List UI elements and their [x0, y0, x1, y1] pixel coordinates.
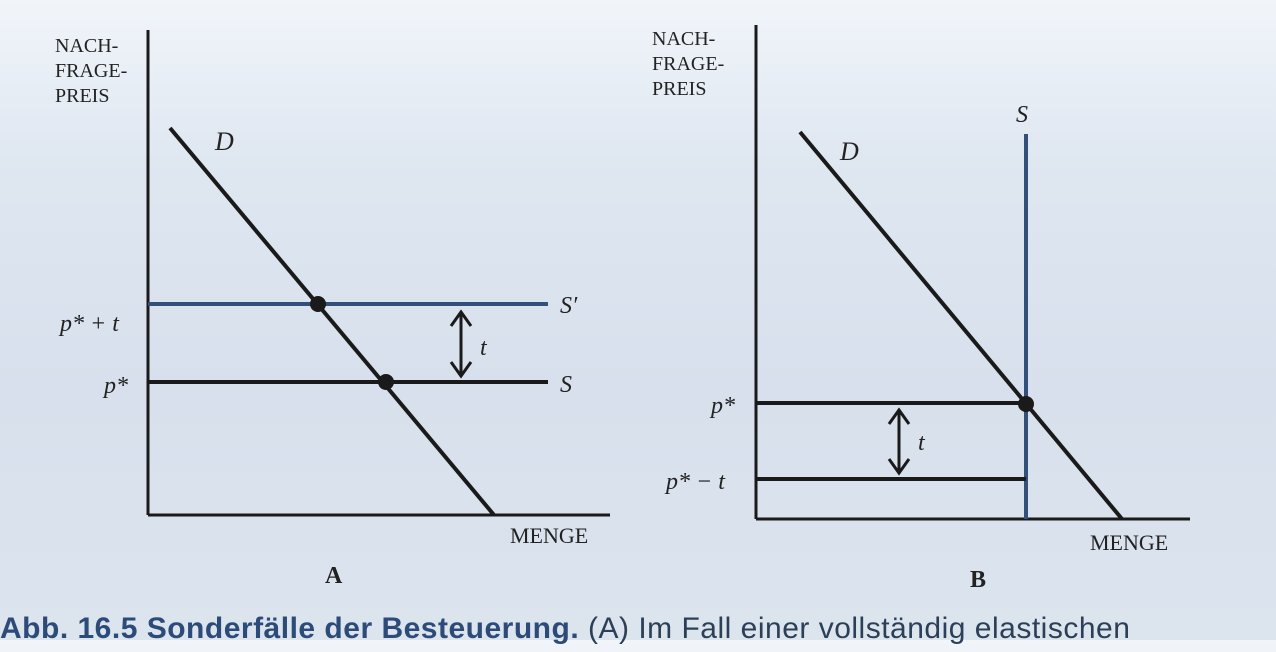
- panel-b-ylabel-line1: NACH-: [652, 28, 716, 50]
- panel-b-demand-label: D: [840, 137, 859, 166]
- panel-a-letter: A: [325, 563, 343, 589]
- panel-a-price-label: p*: [104, 373, 128, 399]
- panel-a: [55, 30, 610, 589]
- panel-a-demand-curve: [170, 128, 494, 515]
- panel-a-ylabel-line2: FRAGE-: [55, 60, 128, 82]
- panel-b-letter: B: [970, 567, 987, 593]
- panel-a-tax-arrow: [451, 312, 471, 376]
- panel-a-equilibrium-taxed: [310, 296, 326, 312]
- panel-b-tax-label: t: [918, 430, 925, 456]
- panel-b-tax-arrow: [889, 410, 909, 473]
- panel-b-equilibrium: [1018, 396, 1034, 412]
- panel-b-price-net-label: p* − t: [666, 469, 725, 495]
- panel-a-ylabel-line3: PREIS: [55, 85, 110, 107]
- figure-caption: [0, 612, 1276, 652]
- panel-b-ylabel-line2: FRAGE-: [652, 53, 725, 75]
- panel-a-tax-label: t: [480, 335, 487, 361]
- panel-b: [652, 25, 1190, 593]
- panel-b-demand-curve: [800, 132, 1122, 519]
- caption-prefix: Abb. 16.5: [0, 612, 138, 645]
- caption-text: (A) Im Fall einer vollständig elastischen: [588, 612, 1131, 645]
- panel-b-ylabel-line3: PREIS: [652, 78, 707, 100]
- panel-b-price-label: p*: [711, 393, 735, 419]
- panel-a-price-taxed-label: p* + t: [60, 311, 119, 337]
- caption-title: Sonderfälle der Besteuerung.: [146, 612, 580, 645]
- panel-a-demand-label: D: [215, 127, 234, 156]
- panel-a-taxed-supply-label: S′: [560, 293, 578, 319]
- panel-a-equilibrium: [378, 374, 394, 390]
- panel-a-ylabel-line1: NACH-: [55, 35, 119, 57]
- panel-a-xlabel: MENGE: [510, 523, 589, 548]
- panel-a-supply-label: S: [560, 372, 572, 398]
- panel-b-xlabel: MENGE: [1090, 530, 1169, 555]
- panel-b-supply-label: S: [1016, 102, 1028, 128]
